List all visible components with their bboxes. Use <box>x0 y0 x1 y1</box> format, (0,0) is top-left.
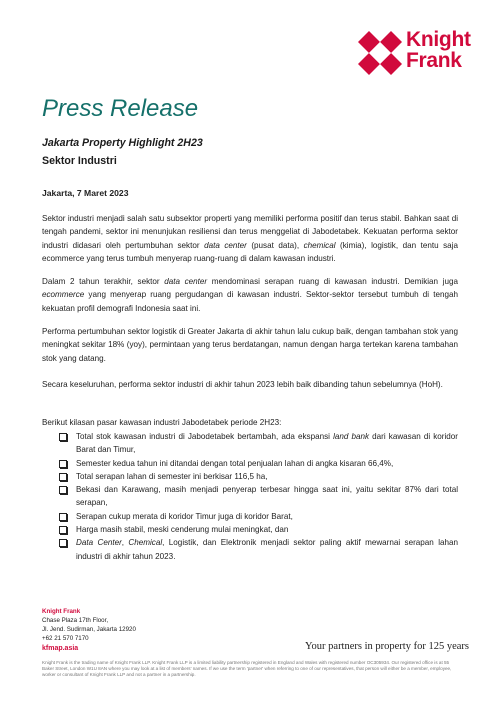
text-run: Total serapan lahan di semester ini berkisar 116,5 ha, <box>76 471 268 481</box>
logo-word-frank: Frank <box>406 49 462 72</box>
list-item <box>58 483 458 510</box>
italic-term: chemical <box>303 240 336 250</box>
checkbox-bullet-icon <box>59 526 67 534</box>
text-run: mendominasi serapan ruang di kawasan industri. Demikian juga <box>207 277 459 286</box>
text-run: Dalam 2 tahun terakhir, sektor <box>42 277 165 286</box>
italic-term: land bank <box>333 432 370 441</box>
list-item <box>58 510 458 523</box>
list-item <box>58 523 458 536</box>
footer-tagline: Your partners in property for 125 years <box>305 641 469 652</box>
paragraph-3 <box>42 325 458 365</box>
checkbox-bullet-icon <box>59 433 67 441</box>
checkbox-bullet-icon <box>59 486 67 494</box>
section-heading: Sektor Industri <box>42 155 117 167</box>
text-run: yang menyerap ruang pergudangan di kawasan industri. Sektor-sektor tersebut tumbuh di tengah kekuatan profil demografi Indonesia saat ini. <box>42 290 458 313</box>
text-run: Secara keseluruhan, performa sektor industri di akhir tahun 2023 lebih baik dibanding tahun sebelumnya (HoH). <box>42 380 443 389</box>
checkbox-bullet-icon <box>59 460 67 468</box>
checkbox-bullet-icon <box>59 539 67 547</box>
text-run: (pusat data), <box>246 240 304 250</box>
text-run: , Logistik, dan Elektronik menjadi sektor paling aktif mewarnai serapan lahan industri di akhir tahun 2023. <box>76 538 459 561</box>
list-item <box>58 430 458 457</box>
press-release-title: Press Release <box>42 95 199 122</box>
logo-wordmark <box>406 29 471 71</box>
checkbox-bullet-icon <box>59 473 67 481</box>
text-run: Berikut kilasan pasar kawasan industri Jabodetabek periode 2H23: <box>42 418 282 427</box>
italic-term: Data Center <box>76 538 122 548</box>
text-run: Semester kedua tahun ini ditandai dengan total penjualan lahan di angka kisaran 66,4%, <box>76 458 394 468</box>
footer-phone: +62 21 570 7170 <box>42 635 89 642</box>
paragraph-1 <box>42 212 458 265</box>
logo-mark-icon <box>358 31 402 75</box>
footer-website-link[interactable]: kfmap.asia <box>42 645 79 652</box>
text-run: Serapan cukup merata di koridor Timur juga di koridor Barat, <box>76 511 293 521</box>
report-subtitle: Jakarta Property Highlight 2H23 <box>42 137 203 149</box>
text-run: dari kawasan di koridor Barat dan Timur, <box>76 432 458 455</box>
list-item <box>58 470 458 483</box>
dateline: Jakarta, 7 Maret 2023 <box>42 188 129 198</box>
text-run: Harga masih stabil, meski cenderung mulai meningkat, dan <box>76 525 289 535</box>
text-run: (kimia), logistik, dan tentu saja ecommerce yang terus tumbuh menyerap ruang-ruang di dalam kawasan industri. <box>42 240 458 263</box>
text-run: Total stok kawasan industri di Jabodetabek bertambah, ada ekspansi <box>76 432 334 441</box>
italic-term: data center <box>204 240 247 250</box>
paragraph-2 <box>42 275 458 315</box>
footer-address-line2: Jl. Jend. Sudirman, Jakarta 12920 <box>42 626 136 633</box>
logo-word-knight: Knight <box>406 28 471 51</box>
paragraph-4 <box>42 378 458 391</box>
footer-address-line1: Chase Plaza 17th Floor, <box>42 617 109 624</box>
highlights-list <box>58 430 458 563</box>
list-item <box>58 457 458 470</box>
list-item <box>58 536 458 563</box>
italic-term: data center <box>164 277 208 286</box>
paragraph-5 <box>42 416 458 429</box>
knight-frank-logo <box>358 29 474 75</box>
text-run: , <box>121 538 129 548</box>
italic-term: ecommerce <box>42 290 85 300</box>
checkbox-bullet-icon <box>59 513 67 521</box>
footer-company: Knight Frank <box>42 608 81 615</box>
footer-legal-notice: Knight Frank is the trading name of Knight Frank LLP. Knight Frank LLP is a limited liability partnership registered in England and Wales with registered number OC305934. Our registered office is at 55 Baker Street, London W1U 8AN where you may look at a list of members' names. If we use the term 'partner' when referring to one of our representatives, that person will either be a member, employee, worker or consultant of Knight Frank LLP and not a partner in a partnership. <box>42 660 452 678</box>
text-run: Sektor industri menjadi salah satu subsektor properti yang memiliki performa positif dan terus stabil. Bahkan saat di tengah pandemi, sektor ini menunjukan resiliensi dan terus menggeliat di Jabodetabek. Kekuatan performa sektor industri didasari oleh pertumbuhan sektor <box>42 214 458 250</box>
text-run: Performa pertumbuhan sektor logistik di Greater Jakarta di akhir tahun lalu cukup baik, dengan tambahan stok yang meningkat sekitar 18% (yoy), permintaan yang terus berdatangan, namun dengan harga tertekan karena tambahan stok yang datang. <box>42 327 458 363</box>
italic-term: Chemical <box>128 538 163 548</box>
text-run: Bekasi dan Karawang, masih menjadi penyerap terbesar hingga saat ini, yaitu sekitar 87% dari total serapan, <box>76 485 458 508</box>
